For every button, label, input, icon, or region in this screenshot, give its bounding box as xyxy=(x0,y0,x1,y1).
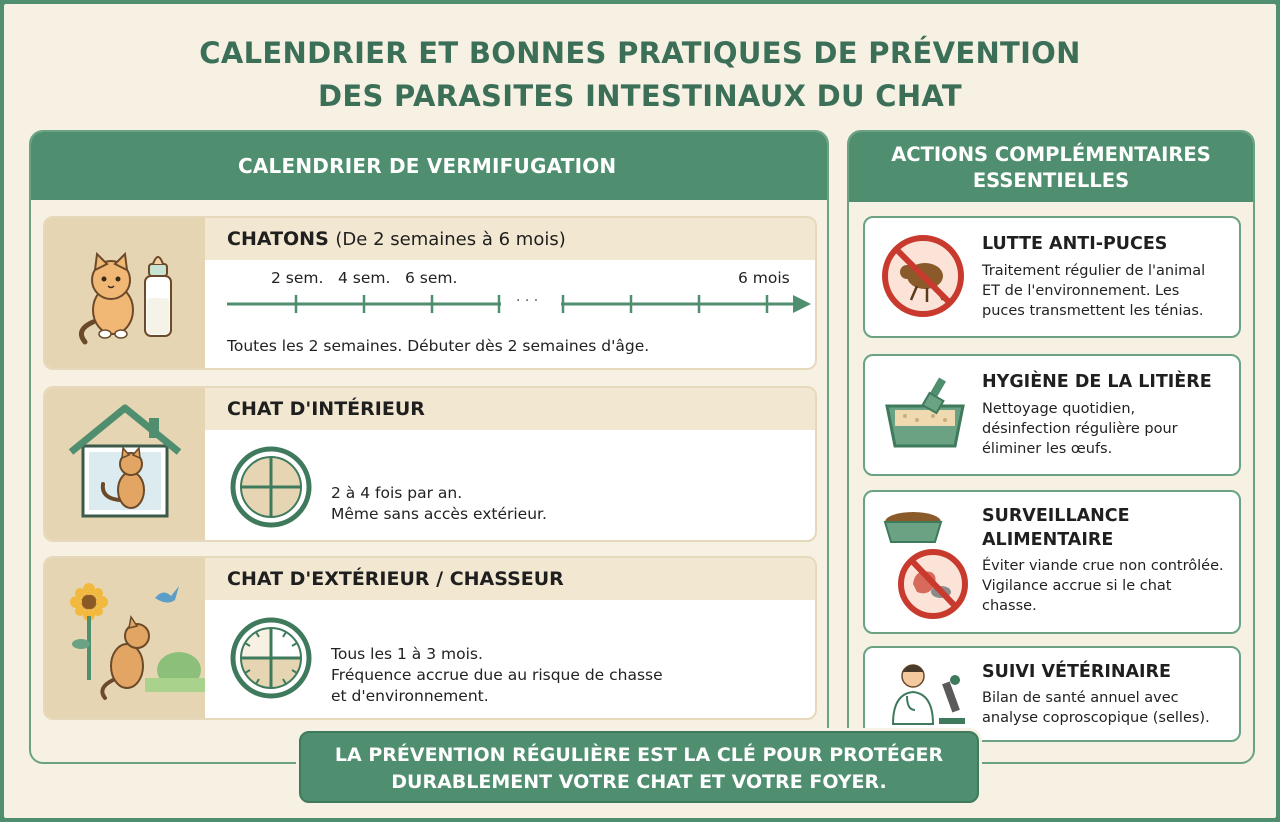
food-line-1: Éviter viande crue non contrôlée. xyxy=(982,558,1224,574)
banner-line-2: DURABLEMENT VOTRE CHAT ET VOTRE FOYER. xyxy=(391,771,887,793)
title-line-1: CALENDRIER ET BONNES PRATIQUES DE PRÉVENTION xyxy=(199,36,1081,70)
house-cat-icon xyxy=(45,388,205,540)
timeline-label-6-months: 6 mois xyxy=(738,269,790,287)
food-title-line-2: ALIMENTAIRE xyxy=(982,530,1114,550)
kittens-card xyxy=(43,216,817,370)
actions-heading xyxy=(849,132,1253,202)
flea-line-3: puces transmettent les ténias. xyxy=(982,303,1204,319)
indoor-cat-card xyxy=(43,386,817,542)
no-flea-icon xyxy=(877,218,973,336)
outdoor-cat-title: CHAT D'EXTÉRIEUR / CHASSEUR xyxy=(205,558,815,600)
indoor-cat-line-2: Même sans accès extérieur. xyxy=(331,505,547,523)
quarterly-clock-icon xyxy=(229,445,313,529)
actions-heading-line-2: ESSENTIELLES xyxy=(972,169,1130,192)
action-card-litter xyxy=(863,354,1241,476)
outdoor-cat-line-3: et d'environnement. xyxy=(331,687,489,705)
kittens-timeline xyxy=(205,260,813,330)
outdoor-cat-line-1: Tous les 1 à 3 mois. xyxy=(331,645,483,663)
hunter-cat-icon xyxy=(45,558,205,718)
actions-heading-line-1: ACTIONS COMPLÉMENTAIRES xyxy=(891,143,1211,166)
action-card-vet xyxy=(863,646,1241,742)
food-line-3: chasse. xyxy=(982,598,1037,614)
monthly-clock-icon xyxy=(229,616,313,700)
vet-line-2: analyse coproscopique (selles). xyxy=(982,710,1210,726)
timeline-label-6-weeks: 6 sem. xyxy=(405,269,458,287)
vet-line-1: Bilan de santé annuel avec xyxy=(982,690,1179,706)
title-line-2: DES PARASITES INTESTINAUX DU CHAT xyxy=(317,79,962,113)
kittens-subtitle: (De 2 semaines à 6 mois) xyxy=(335,229,566,250)
litter-line-1: Nettoyage quotidien, xyxy=(982,401,1136,417)
calendar-heading: CALENDRIER DE VERMIFUGATION xyxy=(31,132,827,200)
timeline-label-2-weeks: 2 sem. xyxy=(271,269,324,287)
kittens-title: CHATONS xyxy=(227,228,329,250)
kitten-bottle-icon xyxy=(45,218,205,368)
litter-line-2: désinfection régulière pour xyxy=(982,421,1178,437)
no-raw-meat-icon xyxy=(877,492,973,632)
deworming-calendar-panel xyxy=(29,130,829,764)
indoor-cat-line-1: 2 à 4 fois par an. xyxy=(331,484,463,502)
flea-line-2: ET de l'environnement. Les xyxy=(982,283,1180,299)
veterinarian-icon xyxy=(877,648,973,740)
kittens-note: Toutes les 2 semaines. Débuter dès 2 semaines d'âge. xyxy=(227,337,650,355)
timeline-label-4-weeks: 4 sem. xyxy=(338,269,391,287)
infographic xyxy=(4,4,1276,818)
action-card-food xyxy=(863,490,1241,634)
timeline-gap: · · · xyxy=(516,293,539,309)
litter-box-icon xyxy=(877,356,973,474)
vet-title: SUIVI VÉTÉRINAIRE xyxy=(982,662,1171,682)
flea-title: LUTTE ANTI-PUCES xyxy=(982,234,1168,254)
prevention-banner xyxy=(299,731,979,803)
outdoor-cat-card xyxy=(43,556,817,720)
page-title xyxy=(4,32,1276,118)
banner-line-1: LA PRÉVENTION RÉGULIÈRE EST LA CLÉ POUR PROTÉGER xyxy=(334,744,944,766)
food-line-2: Vigilance accrue si le chat xyxy=(982,578,1172,594)
outdoor-cat-line-2: Fréquence accrue due au risque de chasse xyxy=(331,666,663,684)
flea-line-1: Traitement régulier de l'animal xyxy=(982,263,1206,279)
litter-line-3: éliminer les œufs. xyxy=(982,441,1113,457)
complementary-actions-panel xyxy=(847,130,1255,764)
action-card-flea xyxy=(863,216,1241,338)
kittens-header xyxy=(205,218,815,260)
litter-title: HYGIÈNE DE LA LITIÈRE xyxy=(982,372,1212,392)
food-title-line-1: SURVEILLANCE xyxy=(982,506,1130,526)
indoor-cat-title: CHAT D'INTÉRIEUR xyxy=(205,388,815,430)
